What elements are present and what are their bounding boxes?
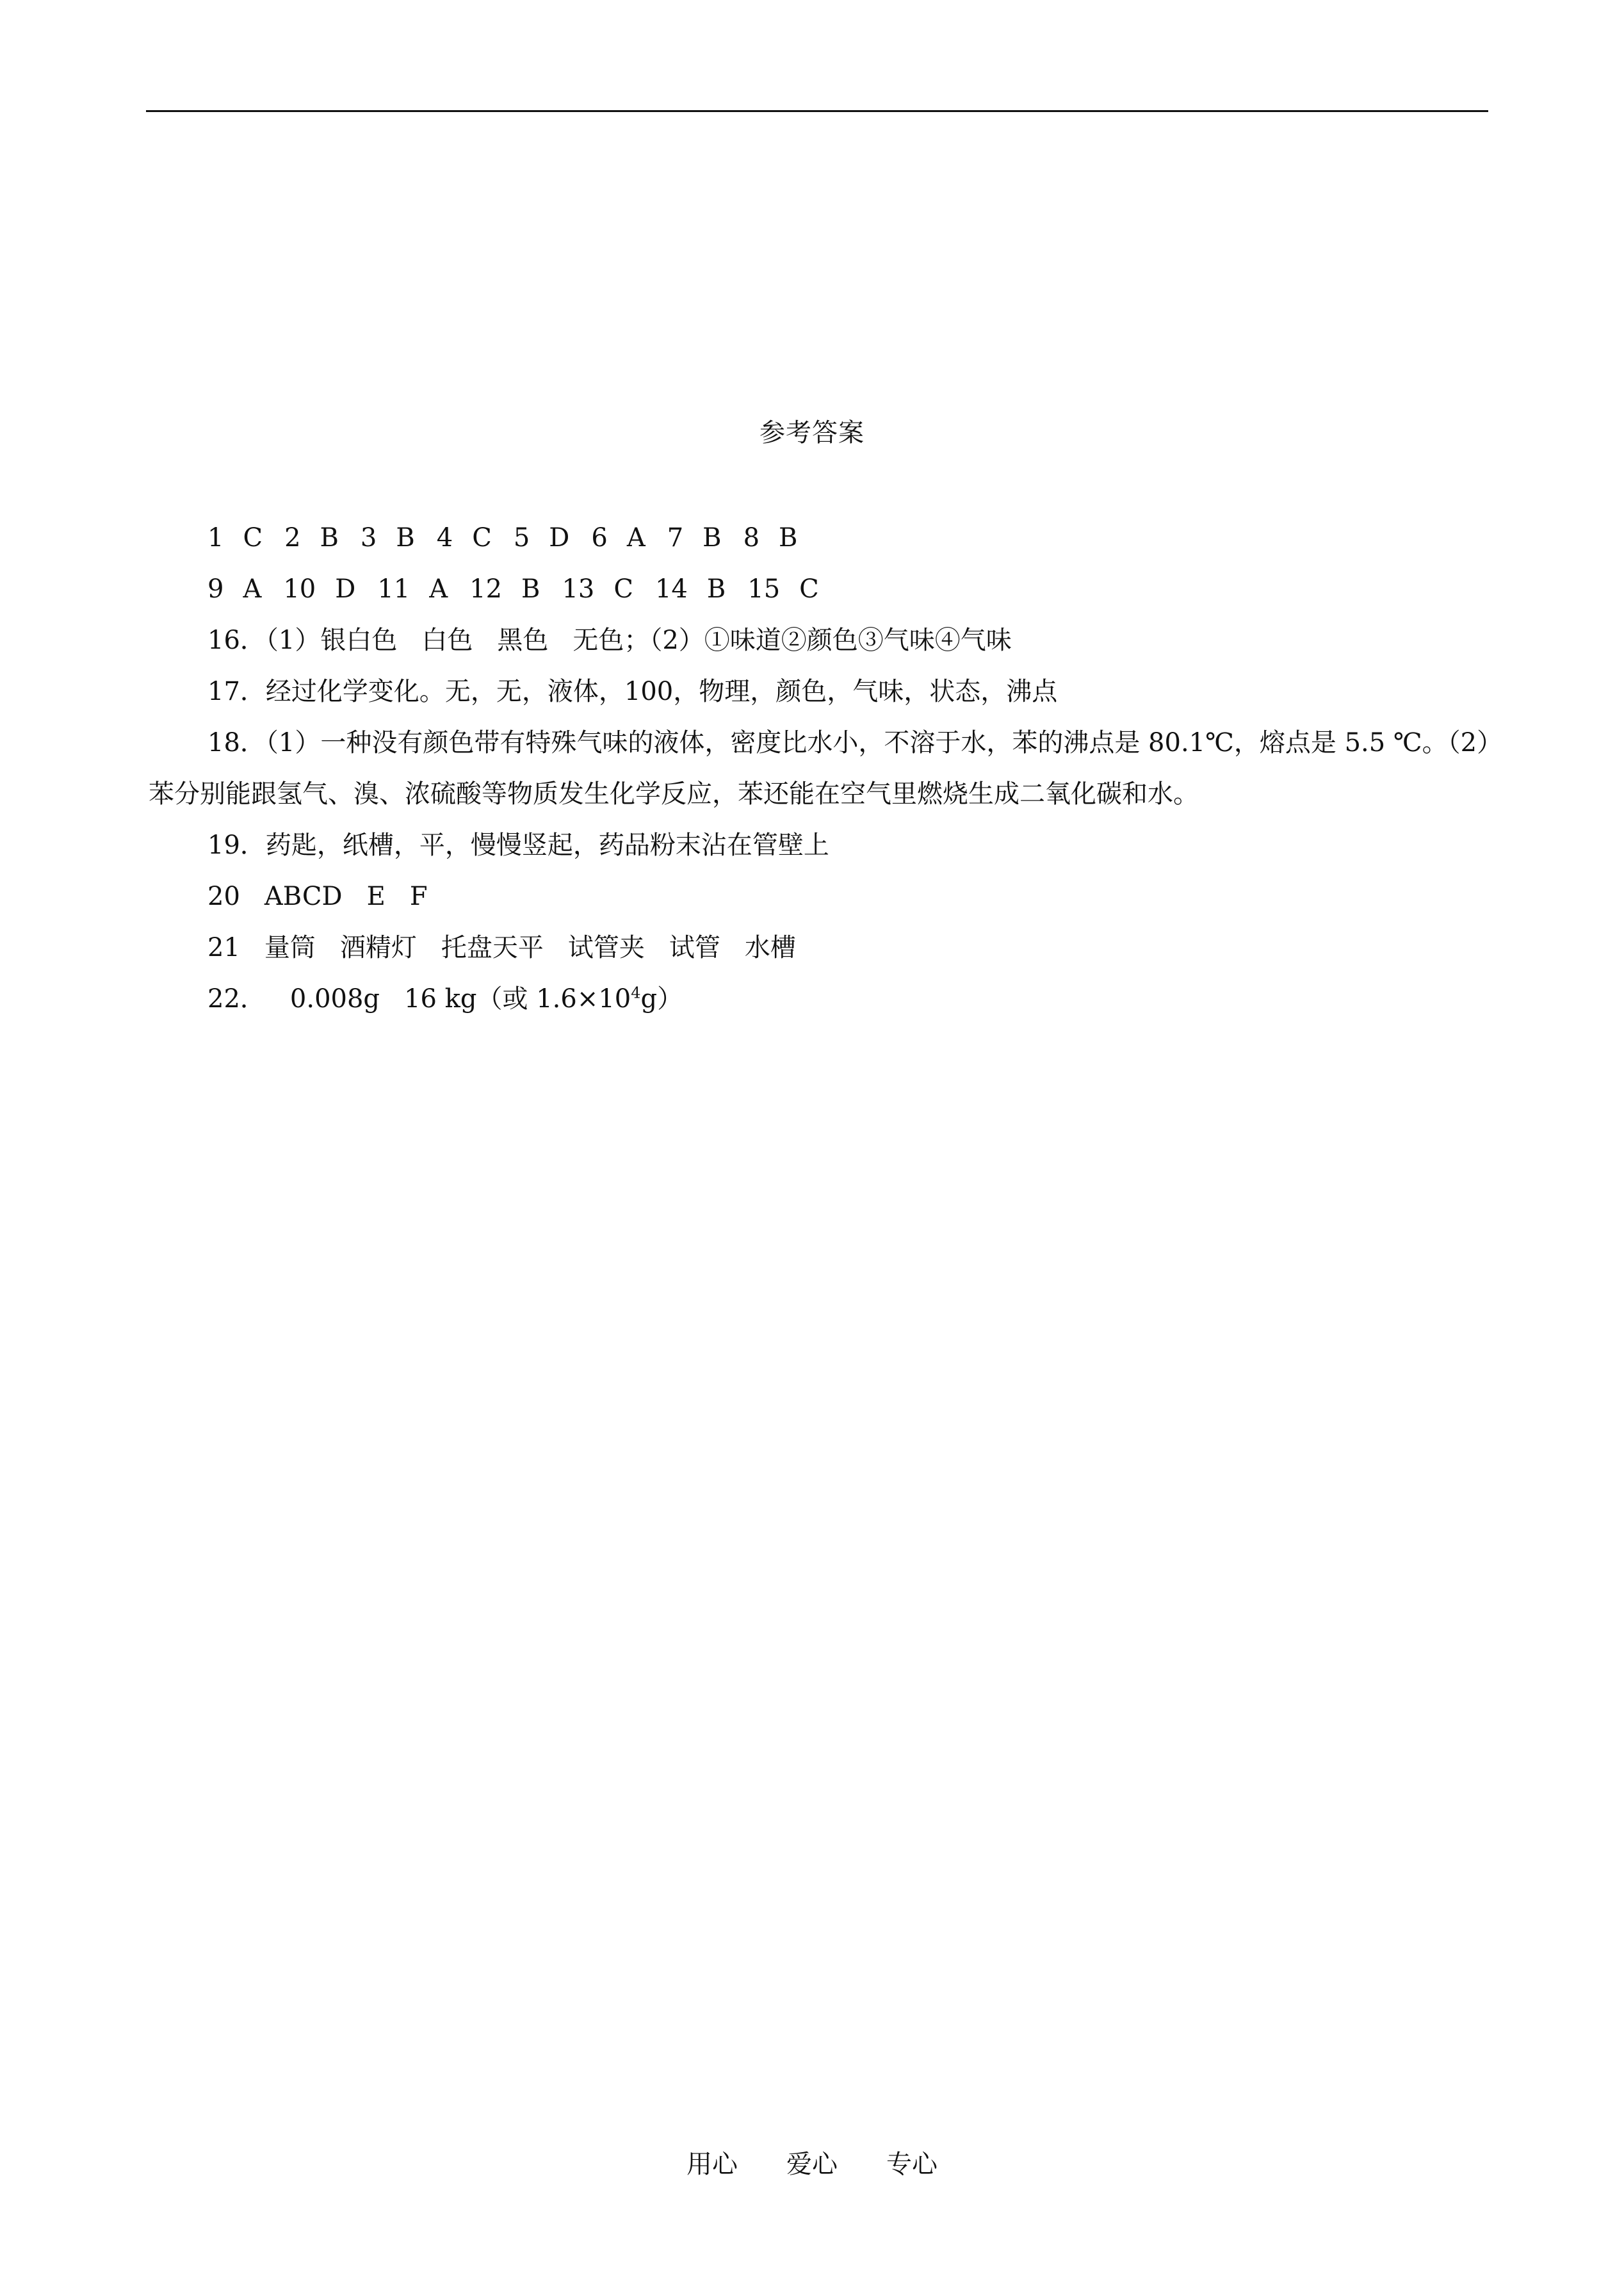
answer-21-item: 量筒 <box>264 933 316 962</box>
mc-num: 3 <box>360 523 377 553</box>
footer-word: 用心 <box>686 2150 738 2179</box>
answer-18 <box>149 717 1491 820</box>
answer-22-exponent: 4 <box>631 984 641 1002</box>
answer-22-num: 22． <box>207 984 266 1014</box>
mc-num: 9 <box>207 574 224 604</box>
answer-22 <box>149 973 1491 1025</box>
mc-num: 2 <box>284 523 301 553</box>
mc-num: 10 <box>283 574 316 604</box>
mc-num: 13 <box>562 574 595 604</box>
answer-16-item: 黑色 <box>497 626 549 655</box>
answer-16 <box>149 615 1491 666</box>
mc-ans: C <box>613 574 633 604</box>
answer-20-item: E <box>366 882 386 911</box>
answer-21-item: 试管夹 <box>567 933 645 962</box>
mc-ans: A <box>243 574 262 604</box>
mc-ans: B <box>706 574 726 604</box>
mc-ans: C <box>472 523 492 553</box>
mc-ans: C <box>799 574 819 604</box>
answer-17-text: 17．经过化学变化。无，无，液体，100，物理，颜色，气味，状态，沸点 <box>207 677 1058 706</box>
mc-ans: B <box>320 523 339 553</box>
answer-16-item: 白色 <box>421 626 473 655</box>
mc-num: 4 <box>436 523 453 553</box>
answer-21-item: 托盘天平 <box>441 933 544 962</box>
mc-num: 12 <box>469 574 503 604</box>
mc-num: 11 <box>377 574 410 604</box>
answer-19 <box>149 820 1491 871</box>
answer-22-value-2-tail: g） <box>640 984 683 1014</box>
mc-num: 14 <box>654 574 688 604</box>
answer-16-prefix: 16．（1）银白色 <box>207 626 398 655</box>
mc-ans: B <box>396 523 415 553</box>
mc-num: 15 <box>747 574 781 604</box>
answer-20-item: F <box>409 882 428 911</box>
mc-ans: B <box>521 574 540 604</box>
mc-ans: D <box>549 523 570 553</box>
mc-ans: D <box>335 574 356 604</box>
mc-ans: A <box>429 574 448 604</box>
answer-22-value-1: 0.008g <box>289 984 380 1014</box>
answer-20 <box>149 871 1491 922</box>
footer-word: 爱心 <box>786 2150 838 2179</box>
answer-20-item: ABCD <box>264 882 343 911</box>
mc-num: 6 <box>591 523 608 553</box>
footer-word: 专心 <box>886 2150 938 2179</box>
mc-ans: A <box>626 523 646 553</box>
answer-20-num: 20 <box>207 882 240 911</box>
answer-18-text: 18．（1）一种没有颜色带有特殊气味的液体，密度比水小，不溶于水，苯的沸点是 80.1℃，熔点是 5.5 ℃。（2）苯分别能跟氢气、溴、浓硫酸等物质发生化学反应，苯还能在空气里燃烧生成二氧化碳和水。 <box>149 728 1490 809</box>
mc-ans: B <box>779 523 798 553</box>
page-title: 参考答案 <box>759 418 865 448</box>
mc-answers-row-2 <box>149 564 1491 615</box>
mc-num: 8 <box>743 523 760 553</box>
answer-22-value-2: 16 kg（或 1.6×10 <box>404 984 631 1014</box>
answer-21-item: 试管 <box>669 933 720 962</box>
mc-answers-row-1 <box>149 512 1491 564</box>
answer-21-item: 水槽 <box>744 933 796 962</box>
answer-list <box>149 512 1491 1025</box>
mc-num: 5 <box>513 523 530 553</box>
answer-21-num: 21 <box>207 933 240 962</box>
mc-num: 7 <box>667 523 684 553</box>
answer-19-text: 19．药匙，纸槽，平，慢慢竖起，药品粉末沾在管壁上 <box>207 831 829 860</box>
mc-ans: C <box>243 523 263 553</box>
mc-num: 1 <box>207 523 224 553</box>
mc-ans: B <box>702 523 722 553</box>
answer-21 <box>149 922 1491 973</box>
page-footer <box>0 2146 1624 2182</box>
answer-16-item: 无色；（2）①味道②颜色③气味④气味 <box>572 626 1012 655</box>
answer-21-item: 酒精灯 <box>339 933 417 962</box>
header-rule <box>146 110 1488 112</box>
answer-17 <box>149 666 1491 717</box>
